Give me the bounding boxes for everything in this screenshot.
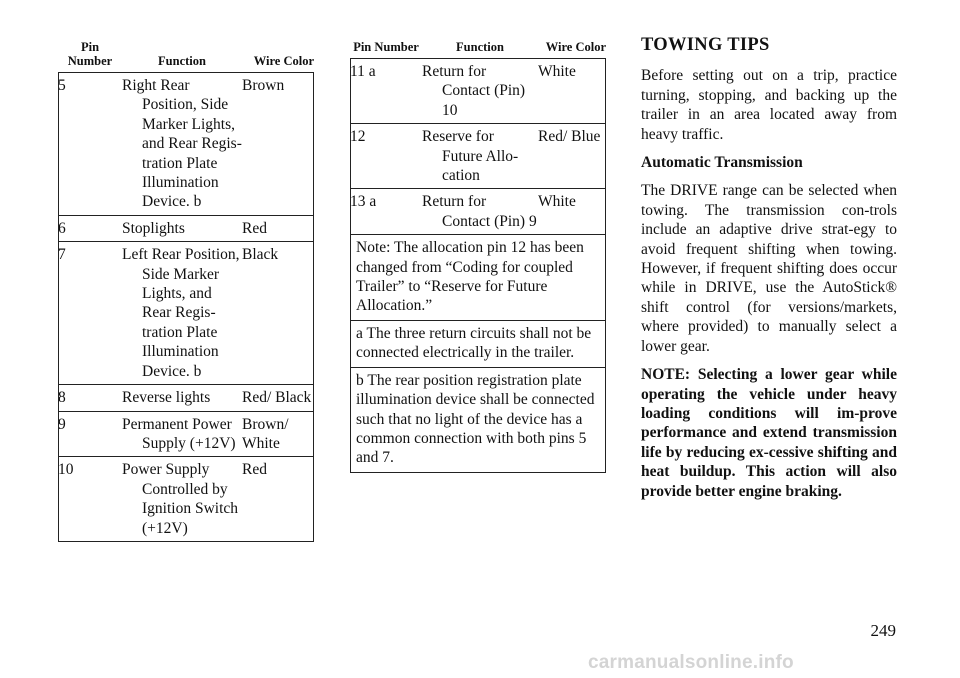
pin-table-right (350, 40, 606, 473)
pin-number-cell: 7 (58, 242, 122, 385)
subheading: Automatic Transmission (641, 154, 803, 172)
table-note-row (350, 367, 606, 472)
table-note-row (350, 320, 606, 367)
wire-color-cell: Red/ Black (242, 385, 314, 411)
pin-table-left (58, 40, 314, 542)
wire-color-cell: Brown/ White (242, 411, 314, 457)
header-wire-color: Wire Color (253, 54, 314, 68)
table-note: a The three return circuits shall not be connected electrically in the trailer. (350, 320, 606, 367)
function-cell: Power Supply Controlled by Ignition Switch (+12V) (122, 457, 242, 542)
table-note: b The rear position registration plate illumination device shall be connected such that no light of the device has a common connection with both pins 5 and 7. (350, 367, 606, 472)
function-cell: Reserve for Future Allo-cation (422, 124, 538, 189)
pin-number-cell: 12 (350, 124, 422, 189)
pin-number-cell: 8 (58, 385, 122, 411)
wire-color-cell: White (538, 59, 606, 124)
section-title: TOWING TIPS (641, 35, 770, 55)
function-cell: Stoplights (122, 215, 242, 241)
table-row (58, 385, 314, 411)
function-cell: Permanent Power Supply (+12V) (122, 411, 242, 457)
towing-tips-section (641, 36, 897, 510)
pin-table-left-body (58, 73, 314, 542)
table-row (58, 457, 314, 542)
header-pin-number: Pin Number (353, 40, 419, 54)
table-border-right (313, 73, 314, 542)
table-row (58, 242, 314, 385)
table-border-left (350, 59, 351, 473)
wire-color-cell: Red/ Blue (538, 124, 606, 189)
pin-number-cell: 11 a (350, 59, 422, 124)
body-paragraph: The DRIVE range can be selected when towing. The transmission con-trols include an adaptive drive strat-egy to avoid frequent shifting when towing. However, if frequent shifting does occur while in DRIVE, use the AutoStick® shift control (for versions/markets, where provided) to manually select a lower gear. (641, 182, 897, 355)
wire-color-cell: Red (242, 215, 314, 241)
function-cell: Return for Contact (Pin) 9 (422, 189, 538, 235)
header-pin-number: Pin Number (67, 40, 113, 68)
table-row (350, 189, 606, 235)
table-row (58, 73, 314, 216)
pin-number-cell: 9 (58, 411, 122, 457)
header-function: Function (158, 54, 206, 68)
table-note-row (350, 235, 606, 321)
function-cell: Left Rear Position, Side Marker Lights, and Rear Regis-tration Plate Illumination Device. b (122, 242, 242, 385)
pin-number-cell: 10 (58, 457, 122, 542)
table-border-left (58, 73, 59, 542)
page-number: 249 (870, 621, 896, 640)
function-cell: Reverse lights (122, 385, 242, 411)
intro-paragraph: Before setting out on a trip, practice turning, stopping, and backing up the trailer in an area located away from heavy traffic. (641, 67, 897, 143)
function-cell: Return for Contact (Pin) 10 (422, 59, 538, 124)
table-row (350, 124, 606, 189)
wire-color-cell: Black (242, 242, 314, 385)
table-row (58, 215, 314, 241)
table-row (58, 411, 314, 457)
header-function: Function (456, 40, 504, 54)
pin-number-cell: 13 a (350, 189, 422, 235)
wire-color-cell: Brown (242, 73, 314, 216)
table-note: Note: The allocation pin 12 has been changed from “Coding for coupled Trailer” to “Reserve for Future Allocation.” (350, 235, 606, 321)
pin-number-cell: 5 (58, 73, 122, 216)
function-cell: Right Rear Position, Side Marker Lights, and Rear Regis-tration Plate Illumination Device. b (122, 73, 242, 216)
wire-color-cell: White (538, 189, 606, 235)
watermark-logo: carmanualsonline.info (588, 652, 794, 673)
wire-color-cell: Red (242, 457, 314, 542)
pin-table-right-body (350, 59, 606, 473)
table-border-right (605, 59, 606, 473)
header-wire-color: Wire Color (545, 40, 606, 54)
pin-number-cell: 6 (58, 215, 122, 241)
note-paragraph: NOTE: Selecting a lower gear while operating the vehicle under heavy loading conditions will im-prove performance and extend transmission life by reducing ex-cessive shifting and heat buildup. This action will also provide better engine braking. (641, 366, 897, 500)
table-row (350, 59, 606, 124)
